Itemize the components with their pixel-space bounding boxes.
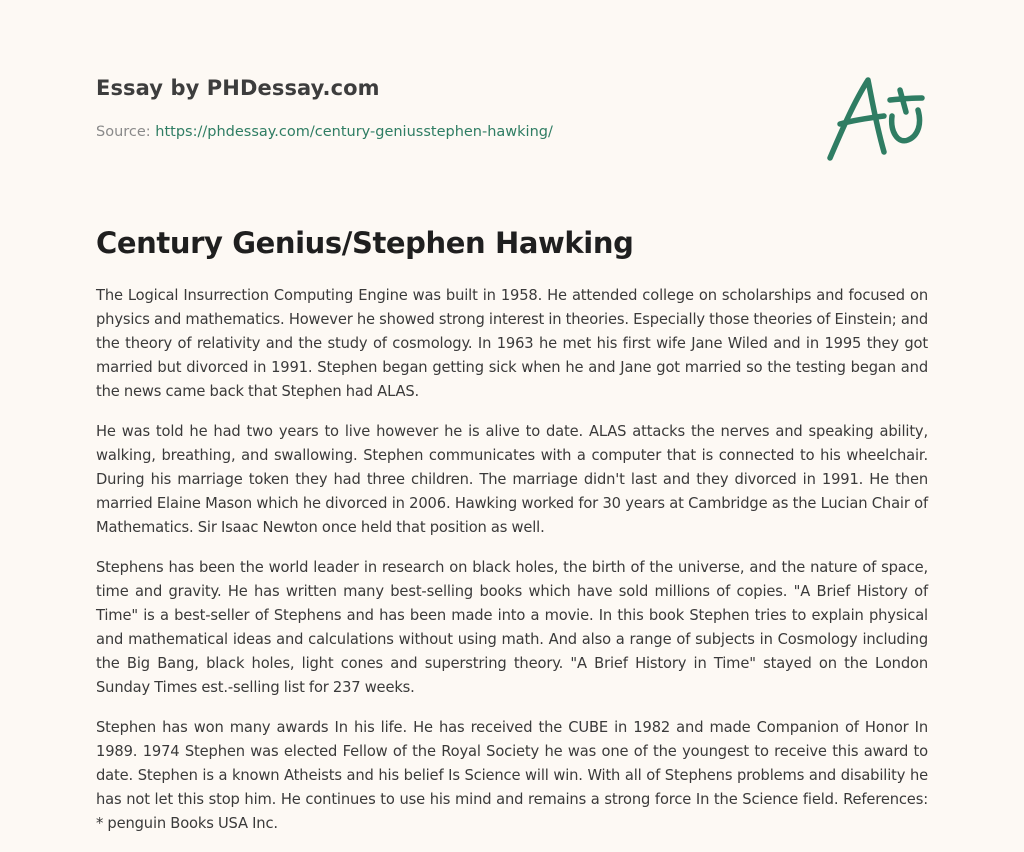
essay-paragraph: Stephen has won many awards In his life. He has received the CUBE in 1982 and made Companion of Honor In 1989. 1974 Stephen was elected Fellow of the Royal Society he was one of the youngest to receive this award to date. Stephen is a known Atheists and his belief Is Science will win. With all of Stephens problems and disability he has not let this stop him. He continues to use his mind and remains a strong force In the Science field. References: * penguin Books USA Inc.: [96, 719, 928, 832]
source-link[interactable]: https://phdessay.com/century-geniusstephen-hawking/: [155, 124, 553, 140]
a-plus-grade-icon: [818, 66, 930, 166]
essay-paragraph: He was told he had two years to live however he is alive to date. ALAS attacks the nerves and speaking ability, walking, breathing, and swallowing. Stephen communicates with a computer that is connected to his wheelchair. During his marriage token they had three children. The marriage didn't last and they divorced in 1991. He then married Elaine Mason which he divorced in 2006. Hawking worked for 30 years at Cambridge as the Lucian Chair of Mathematics. Sir Isaac Newton once held that position as well.: [96, 423, 928, 536]
site-brand: Essay by PHDessay.com: [96, 76, 380, 100]
essay-paragraph: The Logical Insurrection Computing Engine was built in 1958. He attended college on scholarships and focused on physics and mathematics. However he showed strong interest in theories. Especially those theories of Einstein; and the theory of relativity and the study of cosmology. In 1963 he met his first wife Jane Wiled and in 1995 they got married but divorced in 1991. Stephen began getting sick when he and Jane got married so the testing began and the news came back that Stephen had ALAS.: [96, 287, 928, 400]
essay-body: [96, 284, 928, 852]
essay-title: Century Genius/Stephen Hawking: [96, 226, 634, 260]
source-line: [96, 124, 553, 140]
essay-paragraph: Stephens has been the world leader in research on black holes, the birth of the universe, and the nature of space, time and gravity. He has written many best-selling books which have sold millions of copies. "A Brief History of Time" is a best-seller of Stephens and has been made into a movie. In this book Stephen tries to explain physical and mathematical ideas and calculations without using math. And also a range of subjects in Cosmology including the Big Bang, black holes, light cones and superstring theory. "A Brief History in Time" stayed on the London Sunday Times est.-selling list for 237 weeks.: [96, 559, 928, 696]
source-label: Source:: [96, 124, 156, 140]
